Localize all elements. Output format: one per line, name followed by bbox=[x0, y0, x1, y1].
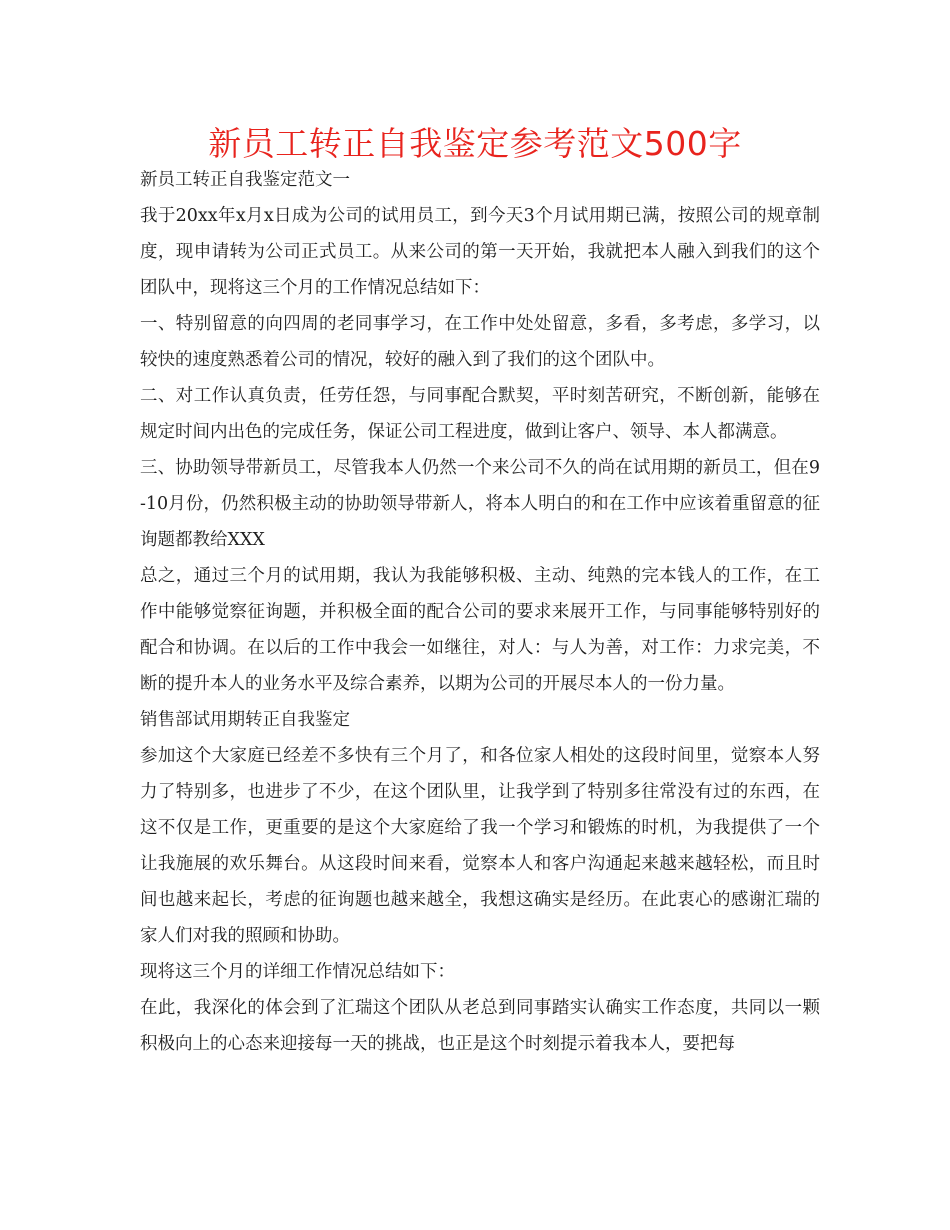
paragraph-point-2: 二、对工作认真负责，任劳任怨，与同事配合默契，平时刻苦研究，不断创新，能够在规定时间内出色的完成任务，保证公司工程进度，做到让客户、领导、本人都满意。 bbox=[140, 386, 820, 442]
paragraph-intro: 我于20xx年x月x日成为公司的试用员工，到今天3个月试用期已满，按照公司的规章制度，现申请转为公司正式员工。从来公司的第一天开始，我就把本人融入到我们的这个团队中，现将这三个月的工作情况总结如下： bbox=[140, 206, 820, 298]
section-heading-2: 销售部试用期转正自我鉴定 bbox=[140, 710, 350, 730]
document-title: 新员工转正自我鉴定参考范文500字 bbox=[208, 124, 742, 163]
paragraph-point-1: 一、特别留意的向四周的老同事学习，在工作中处处留意，多看，多考虑，多学习，以较快的速度熟悉着公司的情况，较好的融入到了我们的这个团队中。 bbox=[140, 314, 820, 370]
paragraph-sales-summary-lead: 现将这三个月的详细工作情况总结如下： bbox=[140, 962, 455, 982]
paragraph-point-3: 三、协助领导带新员工，尽管我本人仍然一个来公司不久的尚在试用期的新员工，但在9-10月份，仍然积极主动的协助领导带新人，将本人明白的和在工作中应该着重留意的征询题都教给XXX bbox=[140, 458, 820, 550]
paragraph-sales-intro: 参加这个大家庭已经差不多快有三个月了，和各位家人相处的这段时间里，觉察本人努力了特别多，也进步了不少，在这个团队里，让我学到了特别多往常没有过的东西，在这不仅是工作，更重要的是这个大家庭给了我一个学习和锻炼的时机，为我提供了一个让我施展的欢乐舞台。从这段时间来看，觉察本人和客户沟通起来越来越轻松，而且时间也越来起长，考虑的征询题也越来越全，我想这确实是经历。在此衷心的感谢汇瑞的家人们对我的照顾和协助。 bbox=[140, 746, 820, 946]
section-heading-1: 新员工转正自我鉴定范文一 bbox=[140, 170, 350, 190]
paragraph-sales-detail: 在此，我深化的体会到了汇瑞这个团队从老总到同事踏实认确实工作态度，共同以一颗积极向上的心态来迎接每一天的挑战，也正是这个时刻提示着我本人，要把每 bbox=[140, 998, 820, 1054]
paragraph-summary: 总之，通过三个月的试用期，我认为我能够积极、主动、纯熟的完本钱人的工作，在工作中能够觉察征询题，并积极全面的配合公司的要求来展开工作，与同事能够特别好的配合和协调。在以后的工作中我会一如继往，对人：与人为善，对工作：力求完美，不断的提升本人的业务水平及综合素养，以期为公司的开展尽本人的一份力量。 bbox=[140, 566, 820, 694]
document-body bbox=[140, 162, 820, 1062]
